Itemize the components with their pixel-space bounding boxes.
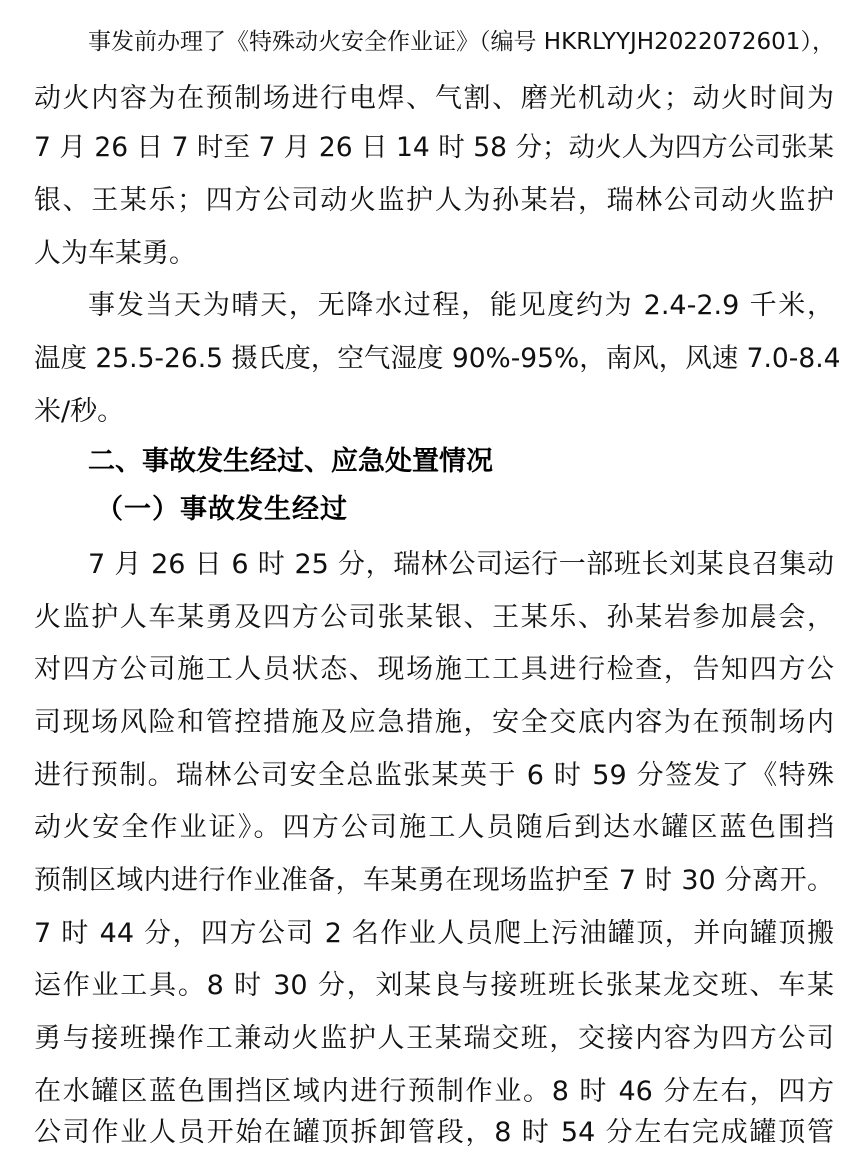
- text-line: 火监护人车某勇及四方公司张某银、王某乐、孙某岩参加晨会，: [34, 602, 834, 633]
- text-line: 预制区域内进行作业准备，车某勇在现场监护至 7 时 30 分离开。: [34, 865, 834, 896]
- text-line: 7 月 26 日 6 时 25 分，瑞林公司运行一部班长刘某良召集动: [88, 549, 834, 580]
- text-line: 温度 25.5-26.5 摄氏度，空气湿度 90%-95%，南风，风速 7.0-8.4: [34, 343, 841, 374]
- text-line: 7 月 26 日 7 时至 7 月 26 日 14 时 58 分；动火人为四方公司张某: [34, 132, 834, 163]
- text-line: 动火安全作业证》。四方公司施工人员随后到达水罐区蓝色围挡: [34, 812, 834, 843]
- text-line: 勇与接班操作工兼动火监护人王某瑞交班，交接内容为四方公司: [34, 1023, 834, 1054]
- text-line: 对四方公司施工人员状态、现场施工工具进行检查，告知四方公: [34, 654, 834, 685]
- text-line: 米/秒。: [34, 396, 125, 427]
- text-line: 事发当天为晴天，无降水过程，能见度约为 2.4-2.9 千米，: [88, 290, 834, 321]
- text-line: 进行预制。瑞林公司安全总监张某英于 6 时 59 分签发了《特殊: [34, 760, 834, 791]
- text-line: 动火内容为在预制场进行电焊、气割、磨光机动火；动火时间为: [34, 83, 834, 114]
- text-line: 事发前办理了《特殊动火安全作业证》（编号 HKRLYYJH2022072601），: [88, 29, 835, 55]
- text-line: 在水罐区蓝色围挡区域内进行预制作业。8 时 46 分左右，四方: [34, 1076, 834, 1107]
- text-line: 司现场风险和管控措施及应急措施，安全交底内容为在预制场内: [34, 707, 834, 738]
- text-line: 银、王某乐；四方公司动火监护人为孙某岩，瑞林公司动火监护: [34, 185, 834, 216]
- text-line: 人为车某勇。: [34, 238, 196, 269]
- text-line: 公司作业人员开始在罐顶拆卸管段，8 时 54 分左右完成罐顶管: [34, 1117, 834, 1148]
- subsection-heading: （一）事故发生经过: [96, 494, 348, 525]
- text-line: 运作业工具。8 时 30 分，刘某良与接班班长张某龙交班、车某: [34, 970, 834, 1001]
- section-heading: 二、事故发生经过、应急处置情况: [88, 446, 493, 477]
- text-line: 7 时 44 分，四方公司 2 名作业人员爬上污油罐顶，并向罐顶搬: [34, 918, 834, 949]
